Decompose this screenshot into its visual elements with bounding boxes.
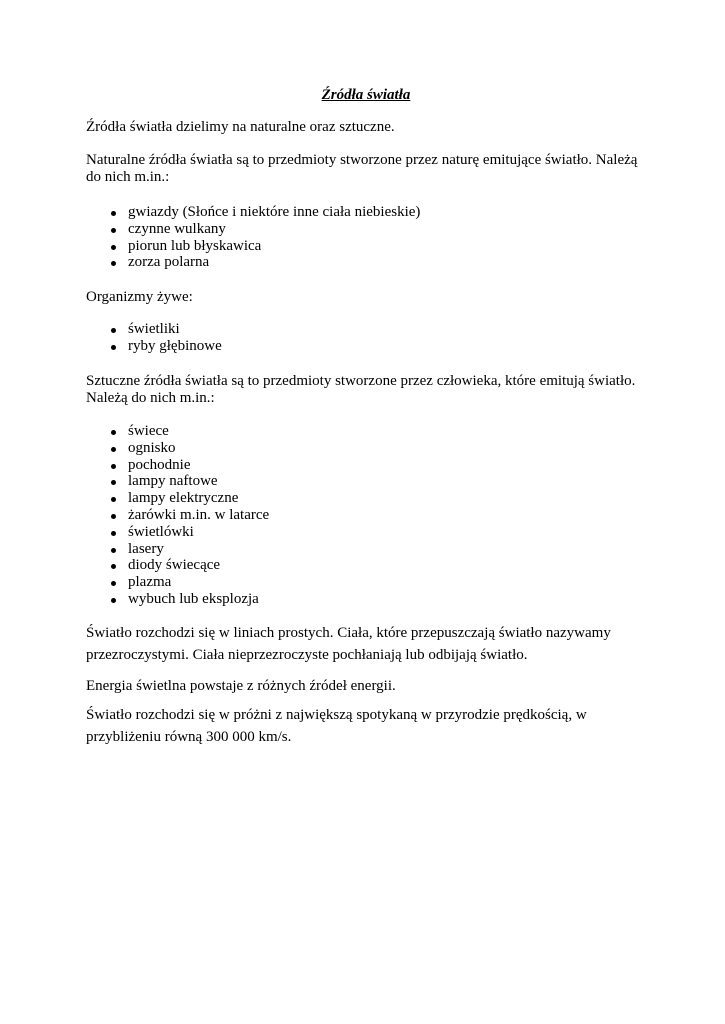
artificial-line-1: Sztuczne źródła światła są to przedmioty stworzone przez człowieka, które emitują światło. <box>86 373 636 389</box>
bullet-icon <box>111 261 116 266</box>
list-item: piorun lub błyskawica <box>86 238 646 255</box>
bullet-icon <box>111 447 116 452</box>
bullet-icon <box>111 245 116 250</box>
bullet-icon <box>111 464 116 469</box>
natural-line-1: Naturalne źródła światła są to przedmioty stworzone przez naturę emitujące światło. Należą <box>86 152 638 168</box>
bullet-icon <box>111 228 116 233</box>
speed-line-1: Światło rozchodzi się w próżni z największą spotykaną w przyrodzie prędkością, w <box>86 707 587 723</box>
list-item: świece <box>86 423 646 440</box>
document-title: Źródła światła <box>321 87 411 103</box>
bullet-icon <box>111 514 116 519</box>
list-item: świetliki <box>86 321 646 338</box>
organisms-heading: Organizmy żywe: <box>86 289 193 305</box>
list-item: wybuch lub eksplozja <box>86 591 646 608</box>
bullet-icon <box>111 548 116 553</box>
list-item: diody świecące <box>86 557 646 574</box>
artificial-line-2: Należą do nich m.in.: <box>86 390 215 406</box>
bullet-icon <box>111 480 116 485</box>
list-item: lampy elektryczne <box>86 490 646 507</box>
list-item: ryby głębinowe <box>86 338 646 355</box>
artificial-sources-paragraph <box>86 373 646 407</box>
intro-paragraph <box>86 119 646 136</box>
energy-paragraph: Energia świetlna powstaje z różnych źródeł energii. <box>86 678 396 694</box>
bullet-icon <box>111 564 116 569</box>
list-item: lasery <box>86 541 646 558</box>
list-item: świetlówki <box>86 524 646 541</box>
bullet-icon <box>111 581 116 586</box>
bullet-icon <box>111 328 116 333</box>
bullet-icon <box>111 531 116 536</box>
list-item: ognisko <box>86 440 646 457</box>
list-item: lampy naftowe <box>86 473 646 490</box>
propagation-line-1: Światło rozchodzi się w liniach prostych. Ciała, które przepuszczają światło nazywamy <box>86 625 611 641</box>
list-item: żarówki m.in. w latarce <box>86 507 646 524</box>
propagation-paragraph <box>86 622 646 666</box>
bullet-icon <box>111 598 116 603</box>
list-item: zorza polarna <box>86 254 646 271</box>
natural-sources-list <box>86 204 646 271</box>
natural-line-2: do nich m.in.: <box>86 169 170 185</box>
natural-sources-paragraph <box>86 152 646 186</box>
bullet-icon <box>111 211 116 216</box>
list-item: gwiazdy (Słońce i niektóre inne ciała niebieskie) <box>86 204 646 221</box>
organisms-list <box>86 321 646 355</box>
intro-text: Źródła światła dzielimy na naturalne oraz sztuczne. <box>86 119 395 135</box>
list-item: czynne wulkany <box>86 221 646 238</box>
bullet-icon <box>111 430 116 435</box>
artificial-sources-list <box>86 423 646 608</box>
speed-line-2: przybliżeniu równą 300 000 km/s. <box>86 729 292 745</box>
bullet-icon <box>111 497 116 502</box>
list-item: plazma <box>86 574 646 591</box>
speed-paragraph <box>86 704 646 748</box>
bullet-icon <box>111 345 116 350</box>
list-item: pochodnie <box>86 457 646 474</box>
propagation-line-2: przezroczystymi. Ciała nieprzezroczyste pochłaniają lub odbijają światło. <box>86 647 528 663</box>
